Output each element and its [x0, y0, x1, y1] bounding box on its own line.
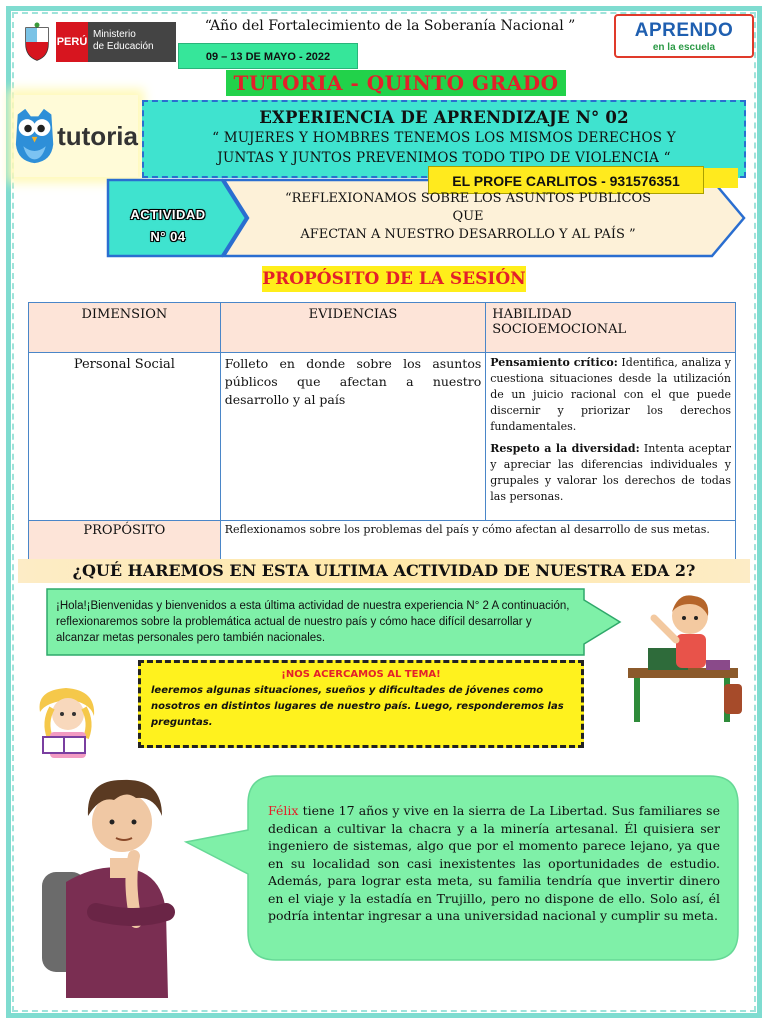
- evidence-cell: Folleto en donde sobre los asuntos públicos que afectan a nuestro desarrollo y al país: [220, 353, 486, 521]
- table-row: [29, 353, 736, 521]
- ministry-line1: Ministerio: [93, 29, 136, 40]
- date-range: 09 – 13 DE MAYO - 2022: [178, 43, 358, 69]
- girl-reading-illustration: [30, 682, 106, 768]
- ministry-line2: de Educación: [93, 41, 154, 52]
- purpose-text: Reflexionamos sobre los problemas del país y cómo afectan al desarrollo de sus metas.: [220, 521, 735, 561]
- header-habilidad-line2: SOCIOEMOCIONAL: [492, 322, 627, 337]
- ministry-logo: [22, 18, 176, 66]
- skills-cell: [486, 353, 736, 521]
- grade-banner: TUTORIA - QUINTO GRADO: [226, 70, 566, 96]
- dimension-cell: Personal Social: [29, 353, 221, 521]
- aprendo-subtitle: en la escuela: [652, 42, 716, 53]
- year-title: “Año del Fortalecimiento de la Soberanía Nacional ”: [204, 18, 576, 34]
- thinking-boy-illustration: [36, 772, 196, 998]
- header-evidencias: EVIDENCIAS: [220, 303, 486, 353]
- felix-story-text: tiene 17 años y vive en la sierra de La Libertad. Sus familiares se dedican a cultivar la chacra y a la minería artesanal. Él quisiera ser ingeniero de sistemas, algo que por el momento parece lejano, ya que en su localidad son casi inexistentes las oportunidades de estudio. Además, para lograr esta meta, su familia tendría que invertir dinero en el viaje y la estadía en Trujillo, pero no dispone de ello. Solo así, él podría intentar ingresar a una universidad nacional y cumplir su meta.: [268, 803, 720, 923]
- topic-title: ¡NOS ACERCAMOS AL TEMA!: [281, 669, 441, 680]
- table-row-purpose: [29, 521, 736, 561]
- activity-title-line1: “REFLEXIONAMOS SOBRE LOS ASUNTOS PUBLICOS: [284, 191, 652, 206]
- experience-title: EXPERIENCIA DE APRENDIZAJE N° 02: [259, 108, 629, 127]
- activity-label-line2: N° 04: [150, 229, 186, 244]
- skill-critical-label: Pensamiento crítico:: [490, 356, 618, 369]
- peru-label: PERÚ: [56, 22, 88, 62]
- intro-text: ¡Hola!¡Bienvenidas y bienvenidos a esta última actividad de nuestra experiencia N° 2 A continuación, reflexionaremos sobre la problemática actual de nuestro país y cómo hace difícil desarrollar y alcanzar metas personales pero también nacionales.: [56, 600, 570, 644]
- owl-icon: [14, 105, 55, 167]
- activity-label: [108, 204, 228, 248]
- activity-title: [256, 190, 680, 244]
- skill-critical-thinking: [490, 355, 731, 435]
- student-at-desk-illustration: [628, 588, 748, 728]
- purpose-table: [28, 302, 736, 561]
- peru-shield-icon: [22, 22, 52, 62]
- skill-diversity-label: Respeto a la diversidad:: [490, 442, 640, 455]
- ministry-name: [88, 22, 176, 62]
- session-purpose-heading: PROPÓSITO DE LA SESIÓN: [262, 266, 526, 292]
- felix-story: [268, 802, 720, 925]
- skill-diversity: [490, 441, 731, 505]
- activity-label-line1: ACTIVIDAD: [130, 207, 206, 222]
- experience-subtitle-line2: JUNTAS Y JUNTOS PREVENIMOS TODO TIPO DE VIOLENCIA “: [217, 150, 671, 166]
- skill-critical-text: Identifica, analiza y cuestiona situaciones desde la utilización de un juicio racional con el que puede discernir y priorizar los derechos fundamentales.: [490, 356, 731, 433]
- header-dimension: DIMENSION: [29, 303, 221, 353]
- activity-title-line2: QUE: [452, 209, 484, 224]
- header-habilidad-line1: HABILIDAD: [492, 307, 572, 322]
- header-habilidad: [486, 303, 736, 353]
- felix-name: Félix: [268, 803, 299, 818]
- author-tab: [704, 168, 738, 188]
- tutoria-logo-text: tutoria: [57, 120, 138, 151]
- activity-plan-heading: ¿QUÉ HAREMOS EN ESTA ULTIMA ACTIVIDAD DE NUESTRA EDA 2?: [18, 559, 750, 583]
- skill-diversity-text: Intenta aceptar y apreciar las diferencias individuales y grupales y valorar los derechos de todas las personas.: [490, 442, 731, 503]
- tutoria-logo: [14, 95, 138, 177]
- aprendo-logo: [614, 14, 754, 58]
- table-header-row: [29, 303, 736, 353]
- topic-box: [138, 660, 584, 748]
- experience-subtitle-line1: “ MUJERES Y HOMBRES TENEMOS LOS MISMOS DERECHOS Y: [212, 130, 676, 146]
- purpose-label: PROPÓSITO: [29, 521, 221, 561]
- aprendo-title: APRENDO: [634, 20, 734, 41]
- activity-title-line3: AFECTAN A NUESTRO DESARROLLO Y AL PAÍS ”: [300, 227, 636, 242]
- topic-text: leeremos algunas situaciones, sueños y dificultades de jóvenes como nosotros en distintos lugares de nuestro país. Luego, responderemos las preguntas.: [151, 685, 564, 728]
- author-label: EL PROFE CARLITOS - 931576351: [428, 166, 704, 194]
